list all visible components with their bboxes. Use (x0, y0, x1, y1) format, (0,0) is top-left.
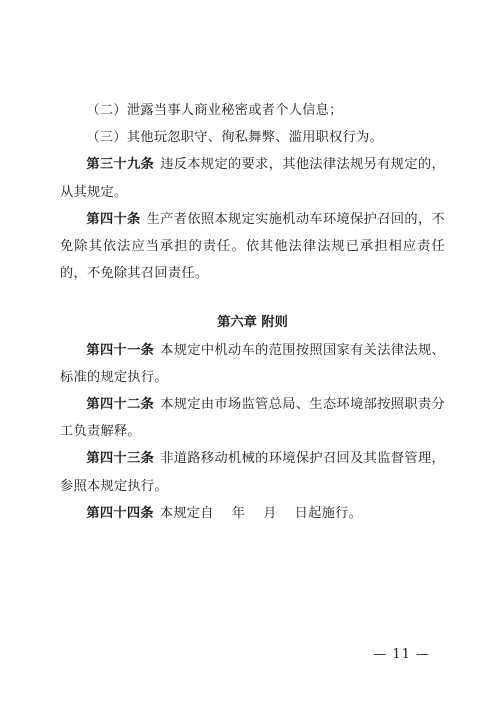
section-spacer (60, 287, 445, 309)
article-text: 本规定中机动车的范围按照国家有关法律法规、标准的规定执行。 (60, 342, 445, 385)
article-text: 非道路移动机械的环境保护召回及其监督管理，参照本规定执行。 (60, 451, 445, 494)
article-label: 第四十四条 (86, 505, 154, 521)
document-body (60, 97, 445, 527)
article-label: 第四十一条 (86, 342, 155, 358)
article-label: 第四十二条 (86, 397, 155, 413)
article-label: 第三十九条 (86, 157, 155, 173)
article-label: 第四十三条 (86, 451, 155, 467)
article-text: 本规定由市场监管总局、生态环境部按照职责分工负责解释。 (60, 397, 445, 440)
article-text: 违反本规定的要求，其他法律法规另有规定的，从其规定。 (60, 157, 445, 200)
article-41 (60, 337, 445, 391)
list-item: （二）泄露当事人商业秘密或者个人信息； (86, 103, 343, 118)
article-text: 本规定自 年 月 日起施行。 (159, 505, 363, 521)
article-44 (60, 500, 445, 527)
article-text: 生产者依照本规定实施机动车环境保护召回的，不免除其依法应当承担的责任。依其他法律法规已承担相应责任的，不免除其召回责任。 (60, 211, 445, 282)
chapter-title: 第六章 附则 (217, 315, 288, 331)
page-number: — 11 — (373, 647, 430, 662)
article-43 (60, 445, 445, 499)
article-label: 第四十条 (86, 211, 141, 227)
article-40 (60, 206, 445, 288)
list-item: （三）其他玩忽职守、徇私舞弊、滥用职权行为。 (86, 130, 384, 146)
article-42 (60, 391, 445, 445)
article-39 (60, 151, 445, 205)
